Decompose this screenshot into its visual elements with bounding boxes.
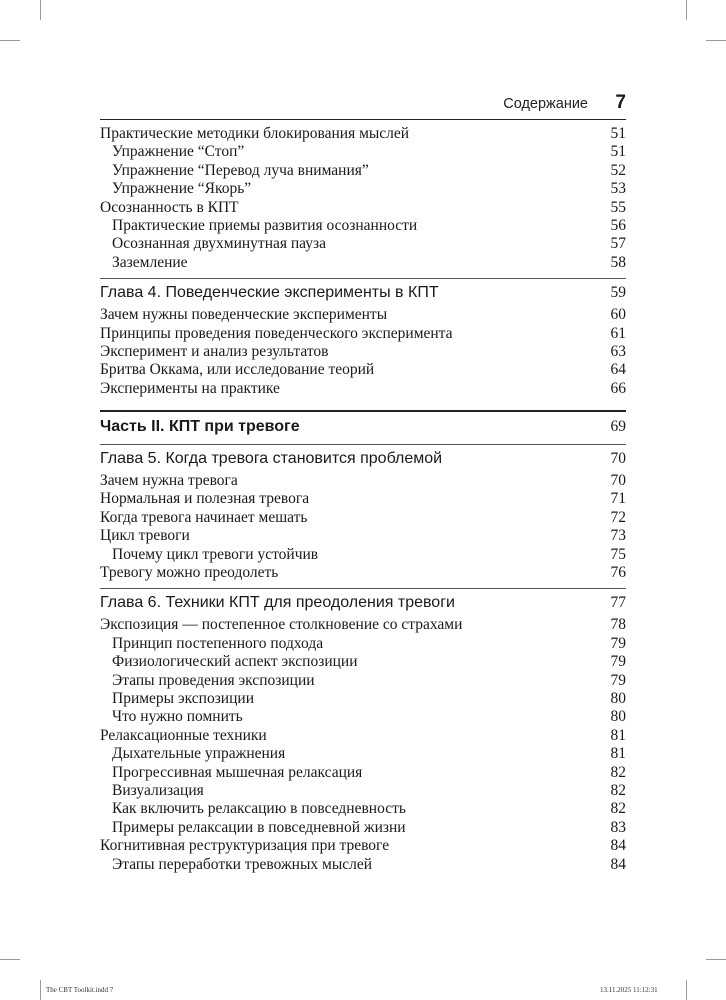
crop-mark [40, 980, 41, 1000]
toc-title: Осознанная двухминутная пауза [112, 235, 327, 253]
toc-chapter [100, 592, 626, 614]
toc-entry [100, 800, 626, 818]
page-number: 7 [615, 92, 626, 113]
toc-title: Часть II. КПТ при тревоге [100, 418, 300, 436]
toc-title: Глава 5. Когда тревога становится проблемой [100, 450, 443, 468]
crop-mark [40, 0, 41, 20]
toc-entry [100, 125, 626, 143]
toc-page-number: 51 [610, 125, 626, 142]
slug-file: The CBT Toolkit.indd 7 [46, 986, 114, 994]
toc-title: Примеры релаксации в повседневной жизни [112, 818, 406, 836]
toc-title: Цикл тревоги [100, 527, 190, 545]
toc-title: Зачем нужна тревога [100, 472, 238, 490]
toc-entry [100, 143, 626, 161]
toc-title: Экспозиция — постепенное столкновение со страхами [100, 616, 463, 634]
toc-title: Как включить релаксацию в повседневность [112, 800, 406, 818]
toc-page-number: 81 [610, 726, 626, 744]
toc-title: Этапы переработки тревожных мыслей [112, 855, 373, 873]
toc-entry [100, 653, 626, 671]
crop-mark [686, 0, 687, 20]
toc-title: Почему цикл тревоги устойчив [112, 545, 319, 563]
toc-title: Практические приемы развития осознанности [112, 216, 418, 234]
toc-title: Релаксационные техники [100, 726, 267, 744]
toc-title: Глава 6. Техники КПТ для преодоления тревоги [100, 594, 455, 612]
toc-page-number: 63 [610, 342, 626, 360]
toc-title: Принципы проведения поведенческого эксперимента [100, 324, 453, 342]
toc-page-number: 81 [610, 745, 626, 763]
toc-page-number: 53 [610, 180, 626, 198]
crop-mark [0, 959, 20, 960]
toc-title: Физиологический аспект экспозиции [112, 653, 358, 671]
toc-entry [100, 199, 626, 217]
toc-entry [100, 527, 626, 545]
toc-title: Прогрессивная мышечная релаксация [112, 763, 363, 781]
part-rule [100, 410, 626, 412]
toc-page-number: 72 [610, 508, 626, 526]
toc-page-number: 84 [610, 837, 626, 855]
chapter-rule [100, 278, 626, 279]
toc-title: Эксперименты на практике [100, 379, 280, 397]
toc-entry [100, 616, 626, 634]
toc-page-number: 76 [610, 564, 626, 582]
toc-part [100, 416, 626, 438]
toc-title: Что нужно помнить [112, 708, 243, 726]
crop-mark [706, 40, 726, 41]
toc-entry [100, 672, 626, 690]
toc-entry [100, 180, 626, 198]
toc-page-number: 55 [610, 198, 626, 216]
toc-entry [100, 162, 626, 180]
toc-title: Эксперимент и анализ результатов [100, 342, 329, 360]
toc-title: Упражнение “Стоп” [112, 143, 245, 161]
toc-entry [100, 635, 626, 653]
toc-entry [100, 819, 626, 837]
toc-entry [100, 343, 626, 361]
toc-page-number: 57 [610, 235, 626, 253]
toc-page-number: 82 [610, 763, 626, 781]
toc-page-number: 73 [610, 527, 626, 545]
toc-page-number: 70 [610, 450, 626, 468]
toc-entry [100, 490, 626, 508]
header-rule [100, 119, 626, 120]
toc-chapter [100, 282, 626, 304]
toc-entry [100, 254, 626, 272]
toc-title: Визуализация [112, 781, 204, 799]
toc-title: Тревогу можно преодолеть [100, 564, 279, 582]
toc-page-number: 58 [610, 253, 626, 271]
toc-page-number: 77 [610, 594, 626, 612]
table-of-contents [100, 125, 626, 874]
toc-entry [100, 564, 626, 582]
toc-title: Заземление [112, 253, 188, 271]
toc-entry [100, 708, 626, 726]
toc-title: Упражнение “Перевод луча внимания” [112, 161, 369, 179]
toc-title: Зачем нужны поведенческие эксперименты [100, 306, 388, 324]
toc-page-number: 79 [610, 653, 626, 671]
toc-entry [100, 509, 626, 527]
crop-mark [686, 980, 687, 1000]
toc-page-number: 52 [610, 161, 626, 179]
toc-entry [100, 472, 626, 490]
toc-page-number: 69 [610, 418, 626, 436]
toc-entry [100, 325, 626, 343]
toc-page-number: 70 [610, 472, 626, 490]
toc-page-number: 56 [610, 216, 626, 234]
toc-title: Упражнение “Якорь” [112, 180, 252, 198]
chapter-rule [100, 444, 626, 445]
toc-page-number: 83 [610, 818, 626, 836]
toc-chapter [100, 448, 626, 470]
toc-title: Когнитивная реструктуризация при тревоге [100, 837, 390, 855]
toc-title: Этапы проведения экспозиции [112, 671, 315, 689]
toc-entry [100, 764, 626, 782]
toc-entry [100, 782, 626, 800]
chapter-rule [100, 588, 626, 589]
toc-page-number: 79 [610, 671, 626, 689]
toc-page-number: 82 [610, 800, 626, 818]
toc-page-number: 59 [610, 284, 626, 302]
toc-entry [100, 856, 626, 874]
toc-title: Бритва Оккама, или исследование теорий [100, 361, 375, 379]
toc-page-number: 61 [610, 324, 626, 342]
toc-title: Дыхательные упражнения [112, 745, 286, 763]
toc-page-number: 51 [610, 143, 626, 161]
toc-title: Глава 4. Поведенческие эксперименты в КПТ [100, 284, 439, 302]
toc-page-number: 80 [610, 708, 626, 726]
toc-page-number: 64 [610, 361, 626, 379]
toc-page-number: 66 [610, 379, 626, 397]
toc-entry [100, 745, 626, 763]
crop-mark [0, 40, 20, 41]
toc-title: Нормальная и полезная тревога [100, 490, 310, 508]
toc-entry [100, 306, 626, 324]
toc-entry [100, 235, 626, 253]
running-header [100, 93, 626, 113]
slug-timestamp: 13.11.2025 11:12:31 [600, 986, 658, 994]
toc-entry [100, 380, 626, 398]
toc-page-number: 82 [610, 781, 626, 799]
running-header-section: Содержание [503, 96, 588, 112]
toc-page-number: 71 [610, 490, 626, 508]
toc-title: Принцип постепенного подхода [112, 634, 324, 652]
toc-title: Практические методики блокирования мыслей [100, 125, 410, 142]
toc-page-number: 78 [610, 616, 626, 634]
toc-entry [100, 837, 626, 855]
toc-page-number: 80 [610, 689, 626, 707]
crop-mark [706, 959, 726, 960]
toc-page-number: 60 [610, 306, 626, 324]
toc-entry [100, 217, 626, 235]
toc-title: Примеры экспозиции [112, 689, 254, 707]
toc-page-number: 75 [610, 545, 626, 563]
toc-entry [100, 690, 626, 708]
toc-title: Когда тревога начинает мешать [100, 508, 308, 526]
toc-entry [100, 361, 626, 379]
toc-title: Осознанность в КПТ [100, 198, 239, 216]
toc-entry [100, 546, 626, 564]
toc-page-number: 84 [610, 855, 626, 873]
toc-entry [100, 727, 626, 745]
toc-page-number: 79 [610, 634, 626, 652]
